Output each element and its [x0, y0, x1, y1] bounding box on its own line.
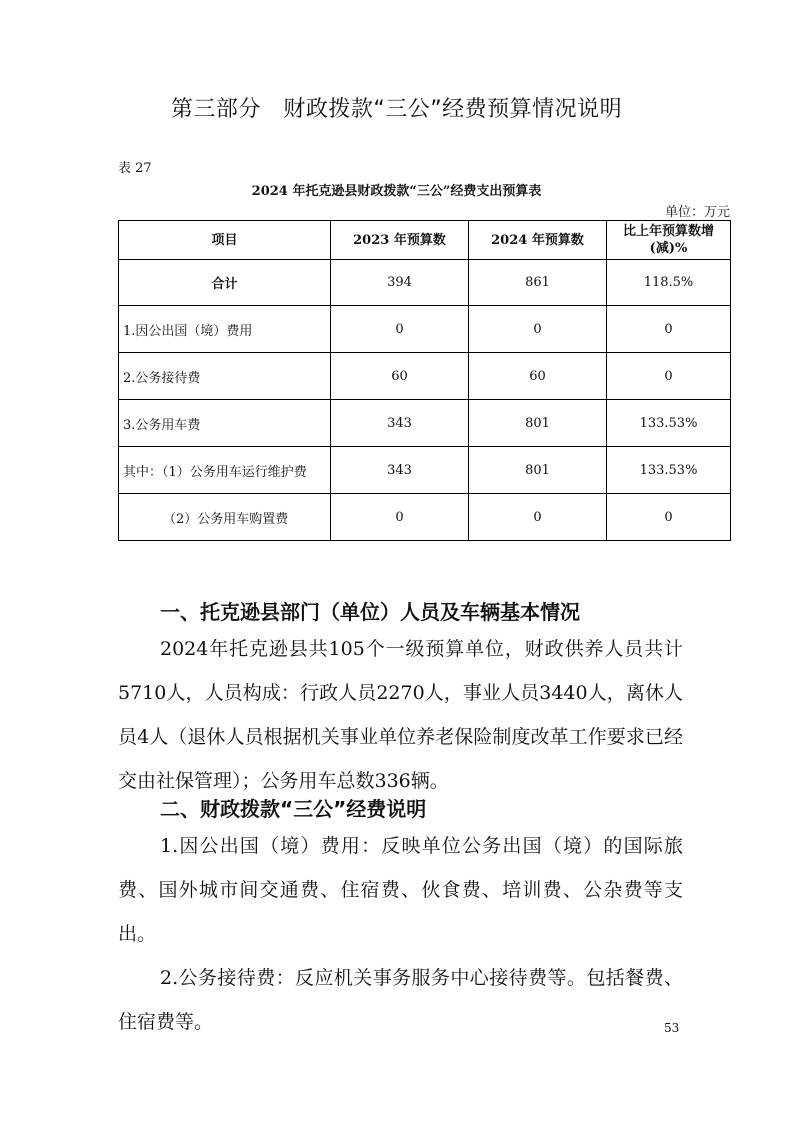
row-2023: 60 [331, 353, 469, 400]
table-row [119, 260, 731, 306]
row-item: 合计 [119, 260, 331, 306]
table-row [119, 400, 731, 447]
table-header-row [119, 221, 731, 260]
row-2023: 394 [331, 260, 469, 306]
section1-heading: 一、托克逊县部门（单位）人员及车辆基本情况 [160, 600, 580, 624]
section2-paragraph-2: 2.公务接待费：反应机关事务服务中心接待费等。包括餐费、住宿费等。 [118, 967, 683, 1033]
row-2024: 0 [469, 306, 607, 353]
section2-paragraph-block-2 [118, 956, 683, 1044]
row-change: 0 [607, 353, 731, 400]
row-2023: 343 [331, 400, 469, 447]
row-2024: 801 [469, 400, 607, 447]
header-2023: 2023 年预算数 [331, 221, 469, 260]
section1-paragraph: 2024年托克逊县共105个一级预算单位，财政供养人员共计5710人，人员构成：行政人员2270人，事业人员3440人，离休人员4人（退休人员根据机关事业单位养老保险制度改革工作要求已经交由社保管理）；公务用车总数336辆。 [118, 638, 683, 792]
row-2024: 0 [469, 494, 607, 541]
page-number: 53 [664, 1021, 680, 1035]
section1-paragraph-block [118, 627, 683, 803]
header-change: 比上年预算数增(减)% [607, 221, 731, 260]
table-number: 表 27 [118, 161, 152, 176]
row-item: 其中：（1）公务用车运行维护费 [119, 447, 331, 494]
table-row [119, 494, 731, 541]
row-change: 133.53% [607, 447, 731, 494]
table-row [119, 353, 731, 400]
row-change: 0 [607, 306, 731, 353]
header-item: 项目 [119, 221, 331, 260]
row-2023: 0 [331, 494, 469, 541]
row-2024: 801 [469, 447, 607, 494]
row-item: （2）公务用车购置费 [119, 494, 331, 541]
page-title: 第三部分 财政拨款“三公”经费预算情况说明 [170, 97, 623, 122]
row-change: 118.5% [607, 260, 731, 306]
budget-table [118, 220, 731, 541]
table-unit: 单位：万元 [664, 205, 730, 220]
row-2024: 60 [469, 353, 607, 400]
row-item: 2.公务接待费 [119, 353, 331, 400]
row-2023: 343 [331, 447, 469, 494]
row-change: 0 [607, 494, 731, 541]
row-2023: 0 [331, 306, 469, 353]
row-change: 133.53% [607, 400, 731, 447]
table-row [119, 306, 731, 353]
table-row [119, 447, 731, 494]
row-item: 1.因公出国（境）费用 [119, 306, 331, 353]
section2-heading: 二、财政拨款“三公”经费说明 [160, 797, 427, 821]
row-item: 3.公务用车费 [119, 400, 331, 447]
table-title: 2024 年托克逊县财政拨款“三公”经费支出预算表 [251, 184, 542, 199]
header-2024: 2024 年预算数 [469, 221, 607, 260]
row-2024: 861 [469, 260, 607, 306]
section2-paragraph-block-1 [118, 824, 683, 956]
section2-paragraph-1: 1.因公出国（境）费用：反映单位公务出国（境）的国际旅费、国外城市间交通费、住宿费、伙食费、培训费、公杂费等支出。 [118, 835, 683, 945]
